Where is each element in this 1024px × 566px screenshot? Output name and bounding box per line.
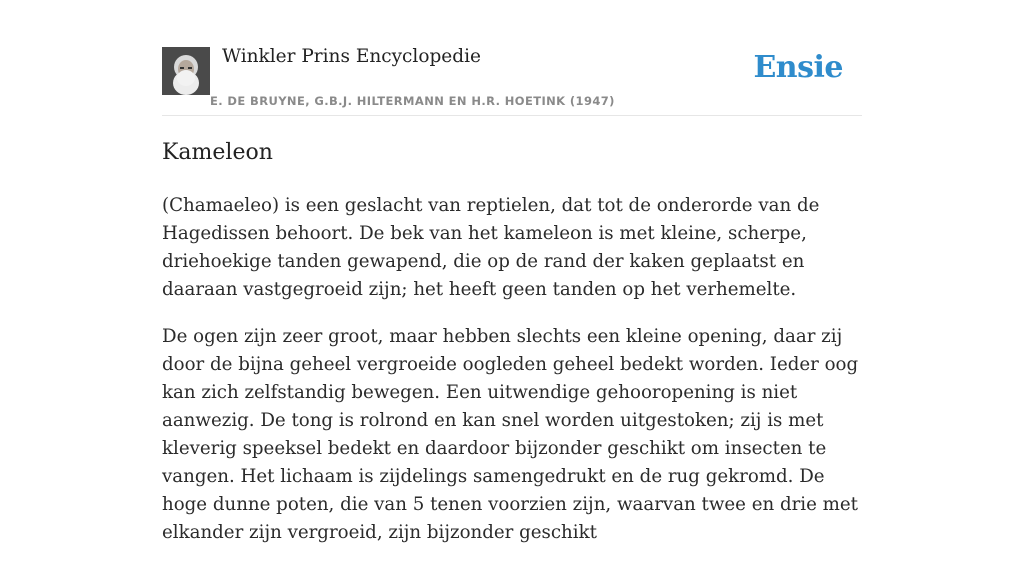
author-portrait-icon [162, 47, 210, 95]
source-title-link[interactable]: Winkler Prins Encyclopedie [222, 46, 481, 67]
page [162, 0, 862, 543]
source-header [162, 0, 862, 116]
article-paragraph: (Chamaeleo) is een geslacht van reptielen, dat tot de onderorde van de Hagedissen behoort. De bek van het kameleon is met kleine, scherpe, driehoekige tanden gewapend, die op de rand der kaken geplaatst en daaraan vastgegroeid zijn; het heeft geen tanden op het verhemelte. [162, 195, 820, 300]
article-paragraph: De ogen zijn zeer groot, maar hebben slechts een kleine opening, daar zij door de bijna geheel vergroeide oogleden geheel bedekt worden. Ieder oog kan zich zelfstandig bewegen. Een uitwendige gehooropening is niet aanwezig. De tong is rolrond en kan snel worden uitgestoken; zij is met kleverig speeksel bedekt en daardoor bijzonder geschikt om insecten te vangen. Het lichaam is zijdelings samengedrukt en de rug gekromd. De hoge dunne poten, die van 5 tenen voorzien zijn, waarvan twee en drie met elkander zijn vergroeid, zijn bijzonder geschikt [162, 326, 859, 543]
article-title: Kameleon [162, 140, 273, 165]
ensie-logo-link[interactable]: Ensie [753, 50, 843, 85]
article-body [162, 192, 862, 566]
source-authors: E. DE BRUYNE, G.B.J. HILTERMANN EN H.R. HOETINK (1947) [210, 94, 615, 108]
portrait-image [162, 47, 210, 95]
